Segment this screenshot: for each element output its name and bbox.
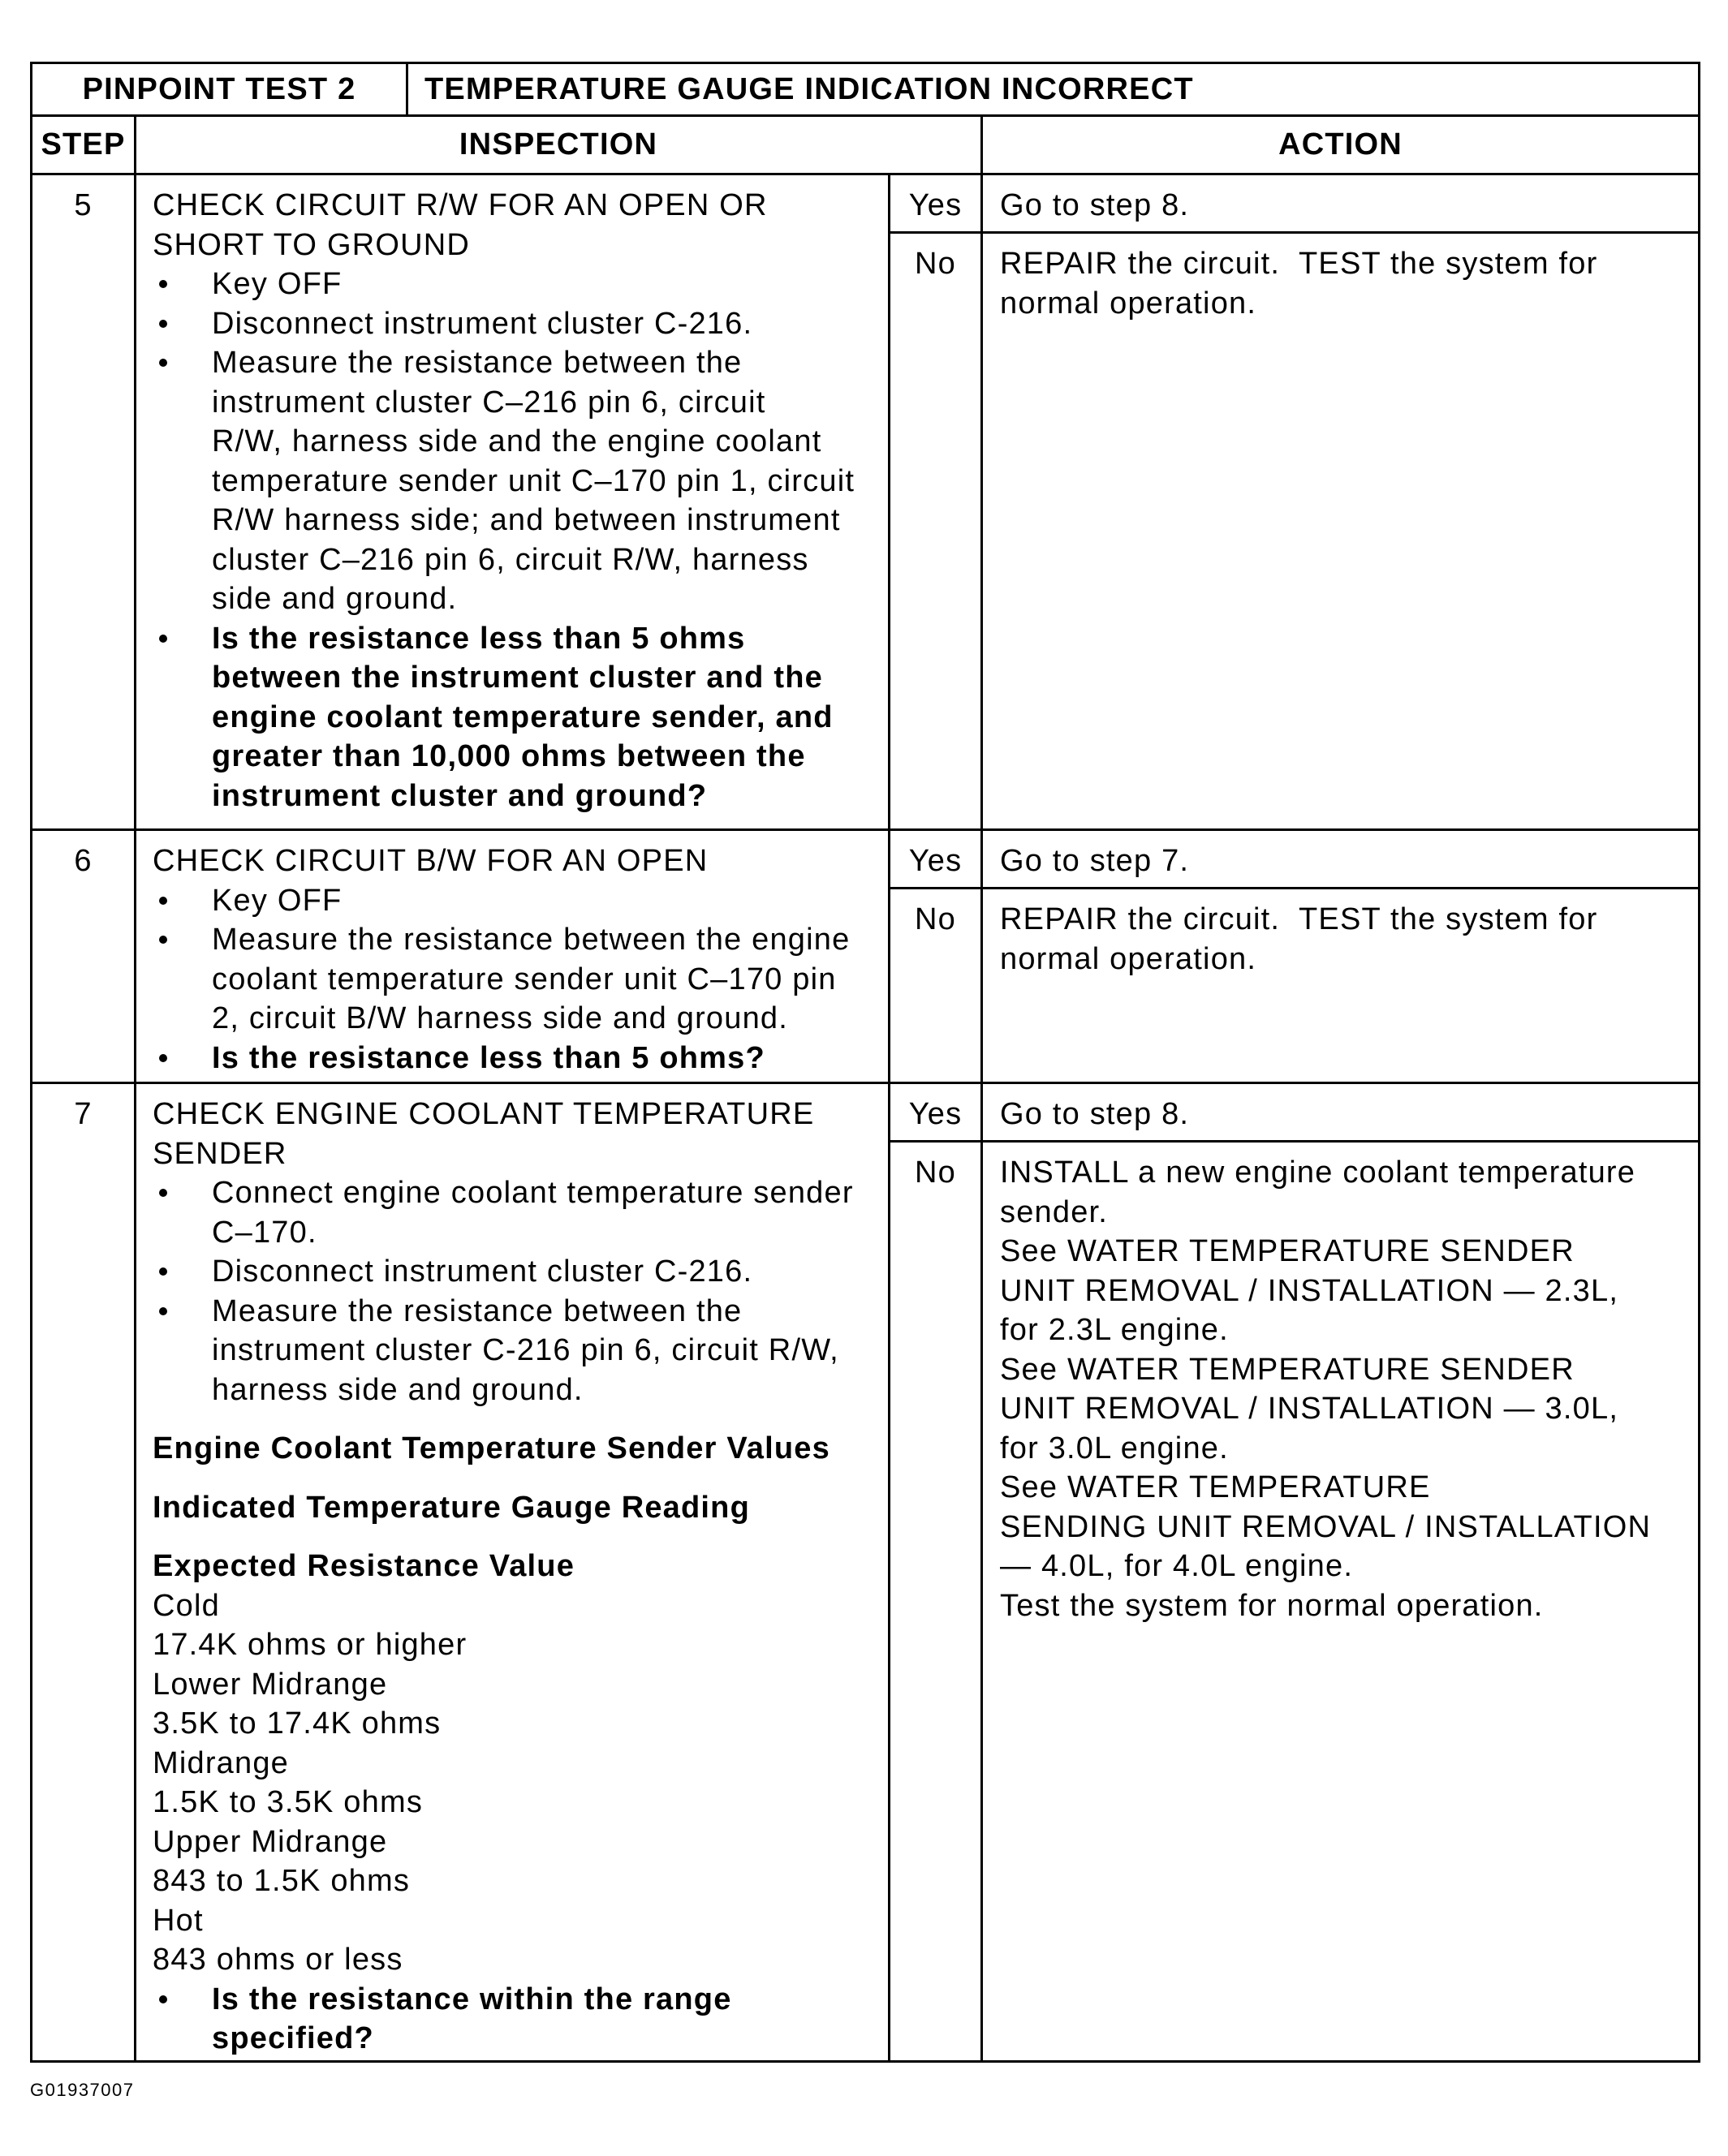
step-number-cell: [32, 831, 136, 1082]
action-line: SENDING UNIT REMOVAL / INSTALLATION: [1000, 1509, 1652, 1544]
action-line: normal operation.: [1000, 286, 1257, 321]
bullet-line: instrument cluster C-216 pin 6, circuit R/W,: [212, 1333, 839, 1367]
no-outcome: [890, 1143, 1698, 2060]
resistance-value: 17.4K ohms or higher: [153, 1628, 468, 1662]
action-line: sender.: [1000, 1194, 1109, 1229]
question-line: engine coolant temperature sender, and: [212, 699, 834, 734]
gauge-reading: Lower Midrange: [153, 1667, 388, 1702]
column-header-action: ACTION: [1278, 127, 1403, 161]
action-line: See WATER TEMPERATURE SENDER: [1000, 1234, 1575, 1268]
test-title: TEMPERATURE GAUGE INDICATION INCORRECT: [424, 71, 1194, 106]
inspection-bullet: [153, 1252, 888, 1292]
bullet-icon: [159, 1054, 167, 1062]
step-number-cell: [32, 1084, 136, 2060]
bullet-icon: [159, 280, 167, 288]
step-number: 7: [74, 1097, 93, 1131]
sender-values-caption: Engine Coolant Temperature Sender Values: [153, 1431, 830, 1465]
test-id: PINPOINT TEST 2: [32, 64, 408, 114]
resistance-value: 843 ohms or less: [153, 1943, 403, 1977]
pinpoint-test-table: [30, 62, 1700, 2063]
step-title-line: CHECK ENGINE COOLANT TEMPERATURE: [153, 1097, 815, 1131]
question-line: Is the resistance less than 5 ohms?: [212, 1040, 765, 1075]
gauge-reading: Midrange: [153, 1745, 290, 1780]
inspection-bullet: [153, 343, 888, 619]
no-label-cell: [890, 1143, 983, 2060]
action-line: Go to step 8.: [1000, 1097, 1190, 1131]
action-line: Test the system for normal operation.: [1000, 1588, 1544, 1623]
action-line: for 2.3L engine.: [1000, 1313, 1229, 1347]
action-line: — 4.0L, for 4.0L engine.: [1000, 1549, 1354, 1583]
bullet-line: R/W, harness side and the engine coolant: [212, 424, 822, 458]
bullet-icon: [159, 936, 167, 944]
column-header-step: STEP: [32, 117, 136, 173]
bullet-line: Connect engine coolant temperature sender: [212, 1176, 854, 1210]
bullet-line: 2, circuit B/W harness side and ground.: [212, 1001, 789, 1035]
step-title-line: CHECK CIRCUIT R/W FOR AN OPEN OR: [153, 188, 768, 222]
step-number: 6: [74, 844, 93, 878]
no-action-cell: [983, 1143, 1698, 2060]
yes-outcome: [890, 1084, 1698, 1143]
action-line: INSTALL a new engine coolant temperature: [1000, 1155, 1636, 1190]
bullet-line: Key OFF: [212, 883, 343, 918]
inspection-bullet: [153, 1173, 888, 1252]
action-line: UNIT REMOVAL / INSTALLATION — 3.0L,: [1000, 1392, 1619, 1426]
resistance-value: 843 to 1.5K ohms: [153, 1864, 411, 1898]
step-number: 5: [74, 188, 93, 222]
inspection-cell: [136, 175, 890, 828]
bullet-line: Key OFF: [212, 267, 343, 301]
inspection-bullet: [153, 1292, 888, 1410]
yes-label-cell: [890, 831, 983, 887]
outcomes-cell: [890, 1084, 1698, 2060]
no-label-cell: [890, 889, 983, 1082]
question-line: greater than 10,000 ohms between the: [212, 739, 806, 773]
step-row: [32, 1084, 1698, 2060]
inspection-question: [153, 1039, 888, 1078]
inspection-cell: [136, 831, 890, 1082]
no-action-cell: [983, 889, 1698, 1082]
yes-label-cell: [890, 175, 983, 231]
action-line: REPAIR the circuit. TEST the system for: [1000, 247, 1598, 281]
no-action-cell: [983, 234, 1698, 828]
step-title-line: SENDER: [153, 1136, 287, 1171]
no-label: No: [915, 247, 956, 281]
gauge-reading: Cold: [153, 1588, 220, 1623]
inspection-cell: [136, 1084, 890, 2060]
yes-label: Yes: [908, 1097, 963, 1131]
action-line: See WATER TEMPERATURE SENDER: [1000, 1352, 1575, 1387]
bullet-icon: [159, 1995, 167, 2003]
bullet-line: harness side and ground.: [212, 1372, 584, 1407]
inspection-bullet: [153, 304, 888, 344]
question-line: Is the resistance less than 5 ohms: [212, 621, 746, 656]
bullet-line: instrument cluster C–216 pin 6, circuit: [212, 385, 766, 420]
action-line: UNIT REMOVAL / INSTALLATION — 2.3L,: [1000, 1273, 1619, 1308]
inspection-question: [153, 1980, 888, 2059]
bullet-line: R/W harness side; and between instrument: [212, 503, 841, 537]
step-number-cell: [32, 175, 136, 828]
step-row: [32, 831, 1698, 1084]
inspection-question: [153, 619, 888, 816]
yes-label: Yes: [908, 844, 963, 878]
bullet-icon: [159, 1189, 167, 1197]
yes-action-cell: [983, 175, 1698, 231]
step-title-line: CHECK CIRCUIT B/W FOR AN OPEN: [153, 844, 709, 878]
step-row: [32, 175, 1698, 831]
column-header-inspection: INSPECTION: [136, 117, 983, 173]
bullet-line: Disconnect instrument cluster C-216.: [212, 1254, 753, 1289]
bullet-line: cluster C–216 pin 6, circuit R/W, harness: [212, 542, 809, 577]
question-line: Is the resistance within the range: [212, 1982, 732, 2016]
action-line: REPAIR the circuit. TEST the system for: [1000, 902, 1598, 936]
bullet-icon: [159, 1267, 167, 1276]
bullet-line: Measure the resistance between the engine: [212, 923, 851, 957]
action-line: normal operation.: [1000, 941, 1257, 976]
question-line: between the instrument cluster and the: [212, 661, 823, 695]
action-line: Go to step 7.: [1000, 844, 1190, 878]
bullet-icon: [159, 359, 167, 367]
no-outcome: [890, 234, 1698, 828]
action-line: See WATER TEMPERATURE: [1000, 1470, 1431, 1504]
bullet-line: Disconnect instrument cluster C-216.: [212, 306, 753, 341]
inspection-bullet: [153, 881, 888, 921]
column-header-row: [32, 117, 1698, 175]
bullet-line: coolant temperature sender unit C–170 pin: [212, 962, 837, 996]
question-line: specified?: [212, 2021, 374, 2055]
inspection-bullet: [153, 920, 888, 1039]
bullet-line: Measure the resistance between the: [212, 1293, 743, 1328]
gauge-reading-header: Indicated Temperature Gauge Reading: [153, 1490, 751, 1525]
bullet-icon: [159, 1307, 167, 1315]
yes-outcome: [890, 175, 1698, 234]
yes-outcome: [890, 831, 1698, 889]
resistance-value: 1.5K to 3.5K ohms: [153, 1785, 424, 1819]
no-outcome: [890, 889, 1698, 1082]
bullet-icon: [159, 897, 167, 905]
bullet-icon: [159, 635, 167, 643]
resistance-value: 3.5K to 17.4K ohms: [153, 1706, 442, 1741]
no-label-cell: [890, 234, 983, 828]
yes-label-cell: [890, 1084, 983, 1140]
bullet-line: Measure the resistance between the: [212, 346, 743, 380]
no-label: No: [915, 1155, 956, 1190]
question-line: instrument cluster and ground?: [212, 778, 708, 813]
outcomes-cell: [890, 831, 1698, 1082]
bullet-line: side and ground.: [212, 582, 458, 616]
bullet-line: temperature sender unit C–170 pin 1, circuit: [212, 463, 855, 498]
figure-id: G01937007: [30, 2080, 135, 2100]
table-title-row: [32, 64, 1698, 117]
gauge-reading: Upper Midrange: [153, 1824, 388, 1859]
bullet-line: C–170.: [212, 1215, 317, 1250]
gauge-reading: Hot: [153, 1903, 204, 1938]
inspection-bullet: [153, 265, 888, 304]
yes-action-cell: [983, 1084, 1698, 1140]
action-line: for 3.0L engine.: [1000, 1431, 1229, 1465]
action-line: Go to step 8.: [1000, 188, 1190, 222]
yes-action-cell: [983, 831, 1698, 887]
no-label: No: [915, 902, 956, 936]
yes-label: Yes: [908, 188, 963, 222]
bullet-icon: [159, 320, 167, 328]
resistance-value-header: Expected Resistance Value: [153, 1549, 575, 1583]
step-title-line: SHORT TO GROUND: [153, 227, 471, 262]
outcomes-cell: [890, 175, 1698, 828]
